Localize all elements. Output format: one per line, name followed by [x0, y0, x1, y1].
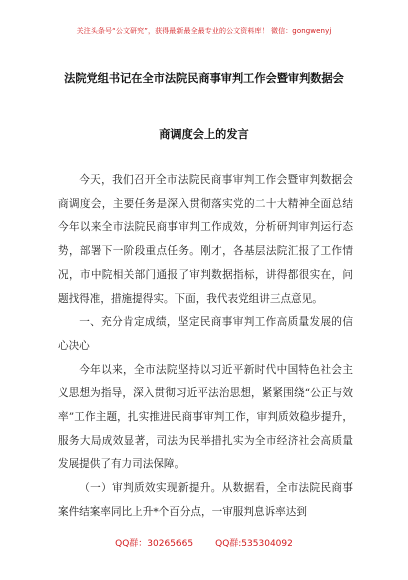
section-heading-1: 一、充分肯定成绩，坚定民商事审判工作高质量发展的信心决心 — [58, 316, 353, 352]
body-paragraph-3: （一）审判质效实现新提升。从数据看，全市法院民商事案件结案率同比上升*个百分点，一审服判息诉率达到 — [58, 482, 353, 518]
document-title-line-1: 法院党组书记在全市法院民商事审判工作会暨审判数据会 — [64, 71, 344, 85]
header-banner: 关注头条号“公文研究”，获得最新最全最专业的公文资料库！ 微信：gongwenyj — [76, 27, 332, 35]
footer-qq-group-2: QQ群:535304092 — [215, 539, 293, 549]
body-paragraph-2: 今年以来，全市法院坚持以习近平新时代中国特色社会主义思想为指导，深入贯彻习近平法治思想，紧紧围绕“公正与效率”工作主题，扎实推进民商事审判工作，审判质效稳步提升，服务大局成效显著，司法为民举措扎实为全市经济社会高质量发展提供了有力司法保障。 — [58, 363, 353, 471]
footer — [0, 536, 408, 549]
document-title-line-2: 商调度会上的发言 — [159, 127, 249, 141]
document-body — [58, 169, 353, 525]
footer-qq-group-1: QQ群：30265665 — [115, 539, 194, 549]
body-paragraph-1: 今天，我们召开全市法院民商事审判工作会暨审判数据会商调度会，主要任务是深入贯彻落实党的二十大精神全面总结今年以来全市法院民商事审判工作成效，分析研判审判运行态势，部署下一阶段重点任务。刚才，各基层法院汇报了工作情况，市中院相关部门通报了审判数据指标，讲得都很实在，问题找得准，措施提得实。下面，我代表党组讲三点意见。 — [58, 174, 353, 305]
